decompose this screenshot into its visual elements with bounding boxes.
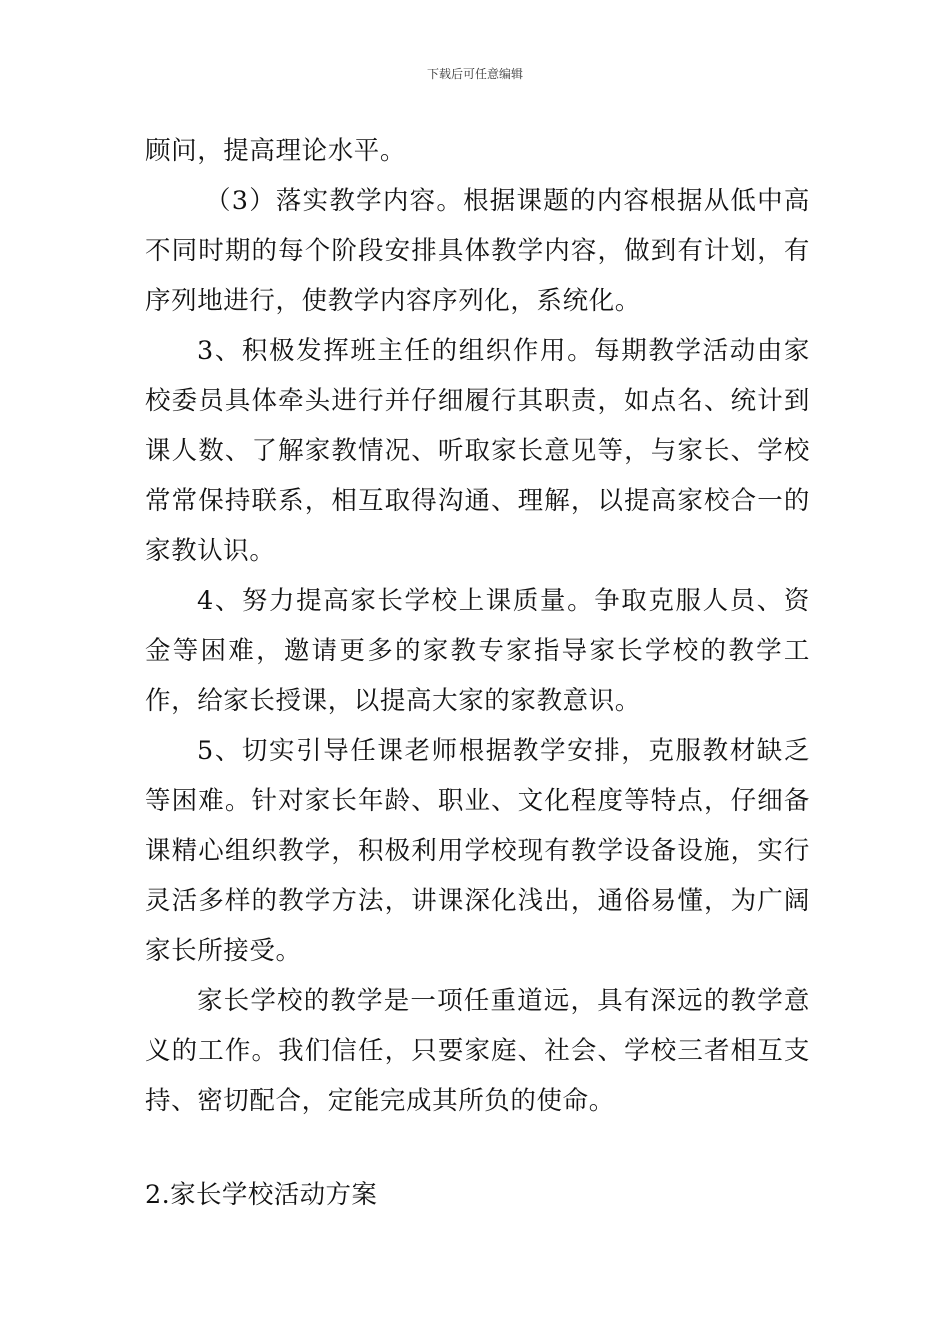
paragraph-conclusion: 家长学校的教学是一项任重道远，具有深远的教学意义的工作。我们信任，只要家庭、社会、学校三者相互支持、密切配合，定能完成其所负的使命。 — [145, 986, 810, 1116]
paragraph-class-quality: 4、努力提高家长学校上课质量。争取克服人员、资金等困难，邀请更多的家教专家指导家长学校的教学工作，给家长授课，以提高大家的家教意识。 — [145, 586, 810, 716]
paragraph-head-teacher: 3、积极发挥班主任的组织作用。每期教学活动由家校委员具体牵头进行并仔细履行其职责，如点名、统计到课人数、了解家教情况、听取家长意见等，与家长、学校常常保持联系，相互取得沟通、理解，以提高家校合一的家教认识。 — [145, 336, 810, 566]
page-header: 下载后可任意编辑 — [426, 67, 523, 81]
document-body — [145, 126, 810, 1126]
paragraph-continuation: 顾问，提高理论水平。 — [145, 136, 407, 166]
section-title: 2.家长学校活动方案 — [145, 1180, 378, 1210]
paragraph-teaching-content: （3）落实教学内容。根据课题的内容根据从低中高不同时期的每个阶段安排具体教学内容，做到有计划，有序列地进行，使教学内容序列化，系统化。 — [145, 186, 810, 316]
paragraph-teacher-guidance: 5、切实引导任课老师根据教学安排，克服教材缺乏等困难。针对家长年龄、职业、文化程度等特点，仔细备课精心组织教学，积极利用学校现有教学设备设施，实行灵活多样的教学方法，讲课深化浅出，通俗易懂，为广阔家长所接受。 — [145, 736, 810, 966]
